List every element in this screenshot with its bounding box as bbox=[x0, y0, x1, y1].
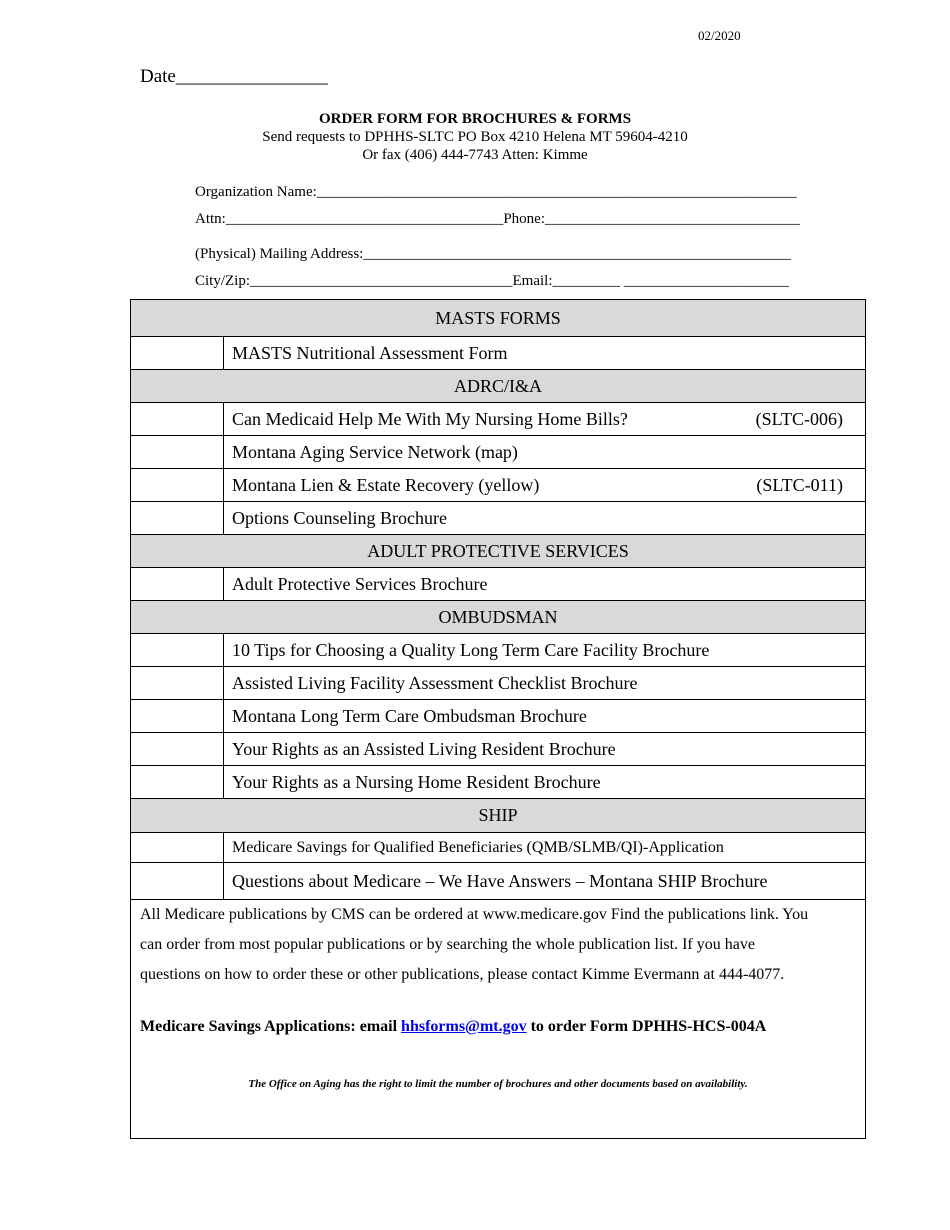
quantity-cell[interactable] bbox=[131, 403, 224, 435]
table-row bbox=[131, 436, 865, 469]
item-label: Can Medicaid Help Me With My Nursing Home Bills? (SLTC-006) bbox=[232, 408, 843, 429]
organization-name-field[interactable]: Organization Name:________________________________________________________________ bbox=[195, 184, 797, 200]
item-label: Questions about Medicare – We Have Answers – Montana SHIP Brochure bbox=[232, 870, 768, 891]
quantity-cell[interactable] bbox=[131, 766, 224, 798]
quantity-cell[interactable] bbox=[131, 502, 224, 534]
attn-phone-field[interactable]: Attn:_____________________________________Phone:__________________________________ bbox=[195, 211, 801, 227]
table-row bbox=[131, 833, 865, 863]
section-header-ship: SHIP bbox=[131, 799, 865, 833]
quantity-cell[interactable] bbox=[131, 337, 224, 369]
section-header-masts: MASTS FORMS bbox=[131, 300, 865, 337]
send-requests-line: Send requests to DPHHS-SLTC PO Box 4210 Helena MT 59604-4210 bbox=[262, 129, 688, 145]
quantity-cell[interactable] bbox=[131, 733, 224, 765]
table-row bbox=[131, 568, 865, 601]
email-link[interactable]: hhsforms@mt.gov bbox=[401, 1018, 527, 1035]
item-label: Your Rights as a Nursing Home Resident Brochure bbox=[232, 771, 601, 792]
table-row bbox=[131, 733, 865, 766]
table-row bbox=[131, 667, 865, 700]
quantity-cell[interactable] bbox=[131, 436, 224, 468]
medicare-savings-line: Medicare Savings Applications: email hhsforms@mt.gov to order Form DPHHS-HCS-004A bbox=[140, 1018, 767, 1035]
quantity-cell[interactable] bbox=[131, 568, 224, 600]
form-title: ORDER FORM FOR BROCHURES & FORMS bbox=[318, 111, 632, 127]
item-label: Assisted Living Facility Assessment Checklist Brochure bbox=[232, 672, 638, 693]
availability-disclaimer: The Office on Aging has the right to limit the number of brochures and other documents based on availability. bbox=[248, 1078, 748, 1090]
table-row bbox=[131, 403, 865, 436]
quantity-cell[interactable] bbox=[131, 667, 224, 699]
fax-line: Or fax (406) 444-7743 Atten: Kimme bbox=[362, 147, 588, 163]
quantity-cell[interactable] bbox=[131, 469, 224, 501]
item-label: MASTS Nutritional Assessment Form bbox=[232, 342, 508, 363]
table-row bbox=[131, 469, 865, 502]
date-field[interactable]: Date________________ bbox=[140, 66, 328, 87]
table-row bbox=[131, 766, 865, 799]
revision-date: 02/2020 bbox=[698, 28, 741, 43]
item-label: Your Rights as an Assisted Living Resident Brochure bbox=[232, 738, 616, 759]
mailing-address-field[interactable]: (Physical) Mailing Address:_________________________________________________________ bbox=[195, 246, 791, 262]
item-label: Adult Protective Services Brochure bbox=[232, 573, 488, 594]
table-row bbox=[131, 502, 865, 535]
section-header-adrc: ADRC/I&A bbox=[131, 370, 865, 403]
order-table bbox=[130, 299, 866, 1139]
quantity-cell[interactable] bbox=[131, 833, 224, 862]
quantity-cell[interactable] bbox=[131, 700, 224, 732]
item-label: Montana Lien & Estate Recovery (yellow) (SLTC-011) bbox=[232, 474, 843, 495]
item-label: Montana Aging Service Network (map) bbox=[232, 441, 518, 462]
table-row bbox=[131, 634, 865, 667]
city-zip-email-field[interactable]: City/Zip:___________________________________Email:_________ ______________________ bbox=[195, 273, 789, 289]
form-code: (SLTC-011) bbox=[756, 474, 843, 495]
section-header-aps: ADULT PROTECTIVE SERVICES bbox=[131, 535, 865, 568]
section-header-ombudsman: OMBUDSMAN bbox=[131, 601, 865, 634]
notes-section bbox=[131, 900, 865, 1138]
table-row bbox=[131, 700, 865, 733]
form-code: (SLTC-006) bbox=[755, 408, 843, 429]
quantity-cell[interactable] bbox=[131, 863, 224, 899]
table-row bbox=[131, 863, 865, 900]
item-label: Medicare Savings for Qualified Beneficiaries (QMB/SLMB/QI)-Application bbox=[232, 838, 724, 856]
item-label: 10 Tips for Choosing a Quality Long Term Care Facility Brochure bbox=[232, 639, 710, 660]
item-label: Options Counseling Brochure bbox=[232, 507, 447, 528]
medicare-publications-note: All Medicare publications by CMS can be ordered at www.medicare.gov Find the publications link. You can order from most popular publications or by searching the whole publication list. If you have questions on how to order these or other publications, please contact Kimme Evermann at 444-4077. bbox=[140, 906, 809, 983]
item-label: Montana Long Term Care Ombudsman Brochure bbox=[232, 705, 587, 726]
quantity-cell[interactable] bbox=[131, 634, 224, 666]
table-row bbox=[131, 337, 865, 370]
